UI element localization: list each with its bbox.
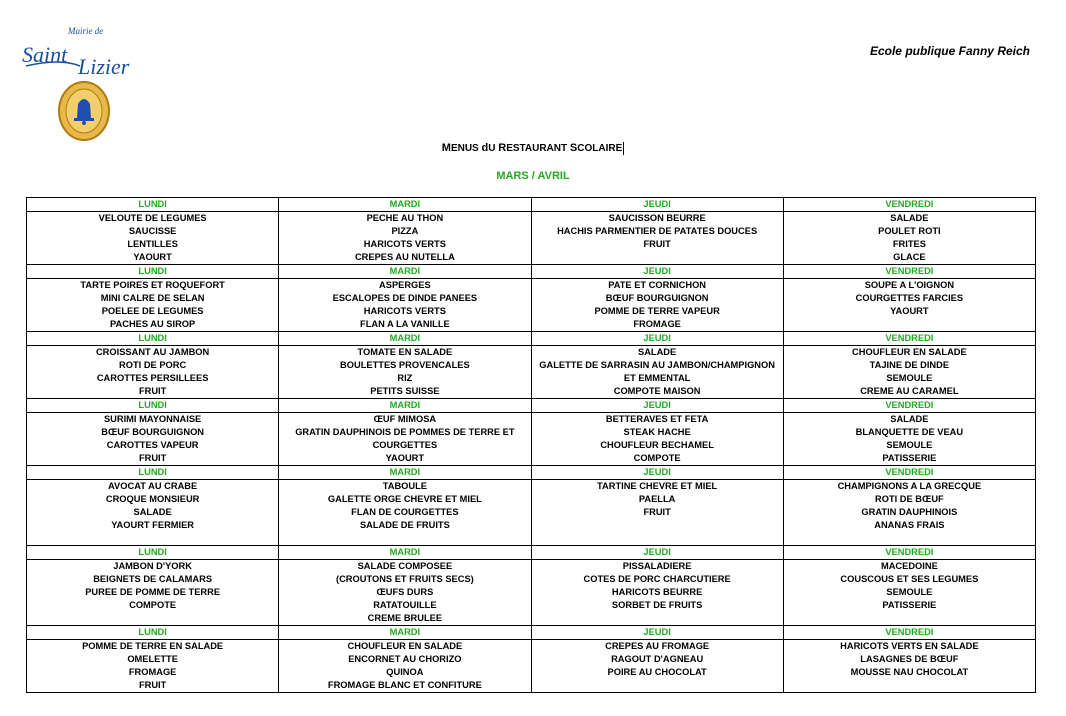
menu-item: SURIMI MAYONNAISE (103, 414, 202, 424)
menu-item: PAELLA (638, 494, 676, 504)
menu-item: STEAK HACHE (623, 427, 691, 437)
menu-item (786, 679, 1033, 692)
day-label: MARDI (279, 265, 531, 279)
menu-item: YAOURT (385, 453, 425, 463)
menu-item: RAGOUT D'AGNEAU (611, 654, 704, 664)
day-menu-cell (279, 212, 531, 265)
menu-item: COUSCOUS ET SES LEGUMES (840, 574, 979, 584)
menu-item: CREME AU CARAMEL (860, 386, 959, 396)
week-menu-row (27, 346, 1036, 399)
menu-item: POMME DE TERRE VAPEUR (594, 306, 720, 316)
menu-item: FRUIT (643, 239, 671, 249)
menu-item: MOUSSE NAU CHOCOLAT (850, 667, 969, 677)
day-menu-cell (783, 279, 1035, 332)
menu-item: CAROTTES PERSILLEES (96, 373, 209, 383)
menu-item: HARICOTS VERTS (363, 239, 446, 249)
day-label: VENDREDI (783, 466, 1035, 480)
day-label: VENDREDI (783, 399, 1035, 413)
menu-item: YAOURT FERMIER (111, 520, 195, 530)
day-menu-cell (27, 640, 279, 693)
menu-item: GALETTE DE SARRASIN AU JAMBON/CHAMPIGNON (539, 360, 775, 370)
week-menu-row (27, 640, 1036, 693)
menu-item: FRUIT (643, 507, 671, 517)
menu-item: FROMAGE (128, 667, 177, 677)
day-label: VENDREDI (783, 265, 1035, 279)
menu-item: SAUCISSON BEURRE (608, 213, 706, 223)
menu-item (534, 612, 781, 625)
day-menu-cell (27, 560, 279, 626)
menu-item: ROTI DE BŒUF (875, 494, 944, 504)
menu-item: COMPOTE (633, 453, 681, 463)
menu-item: CHOUFLEUR EN SALADE (347, 641, 463, 651)
menu-item (29, 612, 276, 625)
week-header-row (27, 198, 1036, 212)
day-menu-cell (279, 279, 531, 332)
day-menu-cell (531, 346, 783, 399)
menu-item: TABOULE (382, 481, 427, 491)
menu-item: HARICOTS VERTS (363, 306, 446, 316)
day-menu-cell (279, 560, 531, 626)
text-cursor (623, 142, 624, 155)
day-menu-cell (531, 560, 783, 626)
menu-item: JAMBON D'YORK (113, 561, 192, 571)
week-header-row (27, 546, 1036, 560)
menu-item: GRATIN DAUPHINOIS (861, 507, 958, 517)
menu-item: RATATOUILLE (373, 600, 437, 610)
menu-item (281, 532, 528, 545)
day-label: MARDI (279, 626, 531, 640)
menu-item: FRUIT (138, 680, 167, 690)
day-menu-cell (783, 640, 1035, 693)
menu-item: BŒUF BOURGUIGNON (101, 427, 205, 437)
day-label: MARDI (279, 198, 531, 212)
day-menu-cell (279, 346, 531, 399)
menu-item: HARICOTS BEURRE (611, 587, 703, 597)
menu-item: ET EMMENTAL (623, 373, 691, 383)
menu-item: (CROUTONS ET FRUITS SECS) (336, 574, 474, 584)
menu-item: ANANAS FRAIS (874, 520, 945, 530)
week-header-row (27, 332, 1036, 346)
menu-item: ENCORNET AU CHORIZO (348, 654, 462, 664)
menu-item: SALADE COMPOSEE (357, 561, 453, 571)
menu-item: COURGETTES (372, 440, 438, 450)
menu-item: LASAGNES DE BŒUF (860, 654, 959, 664)
menu-item: SALADE (890, 414, 929, 424)
day-label: LUNDI (27, 626, 279, 640)
menu-item: PACHES AU SIROP (110, 319, 196, 329)
menu-item: ASPERGES (379, 280, 431, 290)
week-menu-row (27, 279, 1036, 332)
menu-item: TARTINE CHEVRE ET MIEL (597, 481, 718, 491)
menu-item (786, 318, 1033, 331)
day-menu-cell (531, 480, 783, 546)
menu-item: BETTERAVES ET FETA (605, 414, 709, 424)
menu-item: ESCALOPES DE DINDE PANEES (332, 293, 478, 303)
svg-text:Lizier: Lizier (78, 54, 130, 79)
menu-item: CREPES AU FROMAGE (605, 641, 710, 651)
week-header-row (27, 466, 1036, 480)
menu-item: COMPOTE MAISON (613, 386, 701, 396)
day-menu-cell (531, 640, 783, 693)
svg-text:Mairie de: Mairie de (68, 26, 104, 36)
day-label: MARDI (279, 332, 531, 346)
menu-item: COURGETTES FARCIES (855, 293, 964, 303)
menu-item: CREPES AU NUTELLA (354, 252, 455, 262)
menu-item: MACEDOINE (880, 561, 938, 571)
menu-period: MARS / AVRIL (496, 170, 570, 182)
menu-item: HARICOTS VERTS EN SALADE (840, 641, 979, 651)
mairie-logo (20, 22, 148, 144)
menu-item: CHOUFLEUR BECHAMEL (600, 440, 714, 450)
menu-item: SOUPE A L'OIGNON (864, 280, 955, 290)
day-label: MARDI (279, 399, 531, 413)
svg-text:Saint: Saint (22, 42, 68, 67)
day-label: VENDREDI (783, 626, 1035, 640)
menu-item: POIRE AU CHOCOLAT (607, 667, 707, 677)
day-menu-cell (531, 212, 783, 265)
menu-item: FRITES (892, 239, 926, 249)
menu-item: PATE ET CORNICHON (608, 280, 707, 290)
menu-item: QUINOA (386, 667, 424, 677)
menu-item (534, 251, 781, 264)
menu-item: TARTE POIRES ET ROQUEFORT (80, 280, 225, 290)
week-menu-row (27, 212, 1036, 265)
menu-item: FLAN DE COURGETTES (351, 507, 459, 517)
menu-item: MINI CALRE DE SELAN (100, 293, 205, 303)
menu-item: LENTILLES (127, 239, 178, 249)
menu-item: CROQUE MONSIEUR (105, 494, 200, 504)
day-label: VENDREDI (783, 332, 1035, 346)
day-menu-cell (783, 346, 1035, 399)
day-label: JEUDI (531, 332, 783, 346)
menu-item: YAOURT (133, 252, 172, 262)
day-label: MARDI (279, 546, 531, 560)
menu-item: CHOUFLEUR EN SALADE (852, 347, 967, 357)
menu-item: GRATIN DAUPHINOIS DE POMMES DE TERRE ET (295, 427, 515, 437)
day-label: JEUDI (531, 546, 783, 560)
menu-item: SALADE (638, 347, 677, 357)
menu-item: POELEE DE LEGUMES (101, 306, 204, 316)
menu-item: PECHE AU THON (366, 213, 444, 223)
menu-item: BOULETTES PROVENCALES (340, 360, 470, 370)
day-label: MARDI (279, 466, 531, 480)
week-menu-row (27, 413, 1036, 466)
menu-item: SEMOULE (886, 440, 933, 450)
menu-item: PATISSERIE (882, 453, 937, 463)
menu-item: RIZ (397, 373, 413, 383)
menu-item (534, 679, 781, 692)
menu-item (786, 612, 1033, 625)
day-menu-cell (783, 413, 1035, 466)
menu-item: PUREE DE POMME DE TERRE (85, 587, 221, 597)
menu-item: GLACE (893, 252, 926, 262)
day-menu-cell (783, 560, 1035, 626)
menu-item: COTES DE PORC CHARCUTIERE (583, 574, 731, 584)
menu-item: YAOURT (890, 306, 929, 316)
day-label: VENDREDI (783, 546, 1035, 560)
menu-item: BŒUF BOURGUIGNON (605, 293, 709, 303)
day-menu-cell (531, 413, 783, 466)
menu-item: BLANQUETTE DE VEAU (855, 427, 964, 437)
menu-item: FROMAGE (633, 319, 681, 329)
day-menu-cell (279, 413, 531, 466)
day-menu-cell (27, 413, 279, 466)
menu-item: PISSALADIERE (622, 561, 692, 571)
day-menu-cell (279, 640, 531, 693)
menu-item (534, 519, 781, 532)
menu-item: POMME DE TERRE EN SALADE (82, 641, 224, 651)
menu-item: SALADE DE FRUITS (359, 520, 450, 530)
day-menu-cell (27, 480, 279, 546)
menu-item: BEIGNETS DE CALAMARS (93, 574, 213, 584)
menu-item: GALETTE ORGE CHEVRE ET MIEL (327, 494, 482, 504)
menu-item: SALADE (133, 507, 172, 517)
menu-item: SORBET DE FRUITS (611, 600, 703, 610)
menu-item: CROISSANT AU JAMBON (95, 347, 210, 357)
menu-item: POULET ROTI (878, 226, 941, 236)
day-label: VENDREDI (783, 198, 1035, 212)
menu-item: PETITS SUISSE (370, 386, 440, 396)
day-menu-cell (531, 279, 783, 332)
menu-item: HACHIS PARMENTIER DE PATATES DOUCES (557, 226, 758, 236)
menu-item: OMELETTE (127, 654, 178, 664)
menu-item: VELOUTE DE LEGUMES (98, 213, 207, 223)
menu-item: SEMOULE (886, 587, 933, 597)
day-menu-cell (783, 212, 1035, 265)
school-name: Ecole publique Fanny Reich (869, 44, 1030, 58)
menu-item: FRUIT (138, 386, 167, 396)
week-menu-row (27, 480, 1036, 546)
menu-item (29, 532, 276, 545)
title-text: MENUS dU RESTAURANT SCOLAIRE (441, 142, 623, 155)
day-label: JEUDI (531, 265, 783, 279)
saint-lizier-logo-icon (20, 22, 148, 144)
menu-item: CAROTTES VAPEUR (106, 440, 199, 450)
menu-item: FLAN A LA VANILLE (360, 319, 450, 329)
day-label: JEUDI (531, 466, 783, 480)
day-label: LUNDI (27, 198, 279, 212)
menu-item (786, 532, 1033, 545)
day-menu-cell (27, 346, 279, 399)
menu-item: COMPOTE (129, 600, 177, 610)
menu-item: SALADE (890, 213, 929, 223)
week-menu-row (27, 560, 1036, 626)
day-menu-cell (27, 279, 279, 332)
menu-item: CREME BRULEE (367, 613, 443, 623)
day-label: JEUDI (531, 399, 783, 413)
menu-table (26, 197, 1036, 693)
day-menu-cell (783, 480, 1035, 546)
menu-item: AVOCAT AU CRABE (108, 481, 198, 491)
menu-item: SAUCISSE (128, 226, 177, 236)
day-label: LUNDI (27, 265, 279, 279)
day-label: LUNDI (27, 466, 279, 480)
menu-item: ŒUFS DURS (376, 587, 434, 597)
day-menu-cell (279, 480, 531, 546)
menu-item: TOMATE EN SALADE (357, 347, 453, 357)
menu-item: ŒUF MIMOSA (373, 414, 437, 424)
day-label: LUNDI (27, 546, 279, 560)
menu-item: CHAMPIGNONS A LA GRECQUE (837, 481, 982, 491)
day-label: LUNDI (27, 332, 279, 346)
menu-item (534, 532, 781, 545)
week-header-row (27, 265, 1036, 279)
week-header-row (27, 399, 1036, 413)
menu-item: PIZZA (391, 226, 419, 236)
page-title (0, 142, 1066, 155)
day-label: LUNDI (27, 399, 279, 413)
menu-item: SEMOULE (886, 373, 933, 383)
menu-item: PATISSERIE (882, 600, 937, 610)
menu-item: FRUIT (138, 453, 167, 463)
menu-item: ROTI DE PORC (119, 360, 187, 370)
menu-item: TAJINE DE DINDE (869, 360, 950, 370)
week-header-row (27, 626, 1036, 640)
day-label: JEUDI (531, 198, 783, 212)
day-label: JEUDI (531, 626, 783, 640)
day-menu-cell (27, 212, 279, 265)
menu-item: FROMAGE BLANC ET CONFITURE (327, 680, 482, 690)
